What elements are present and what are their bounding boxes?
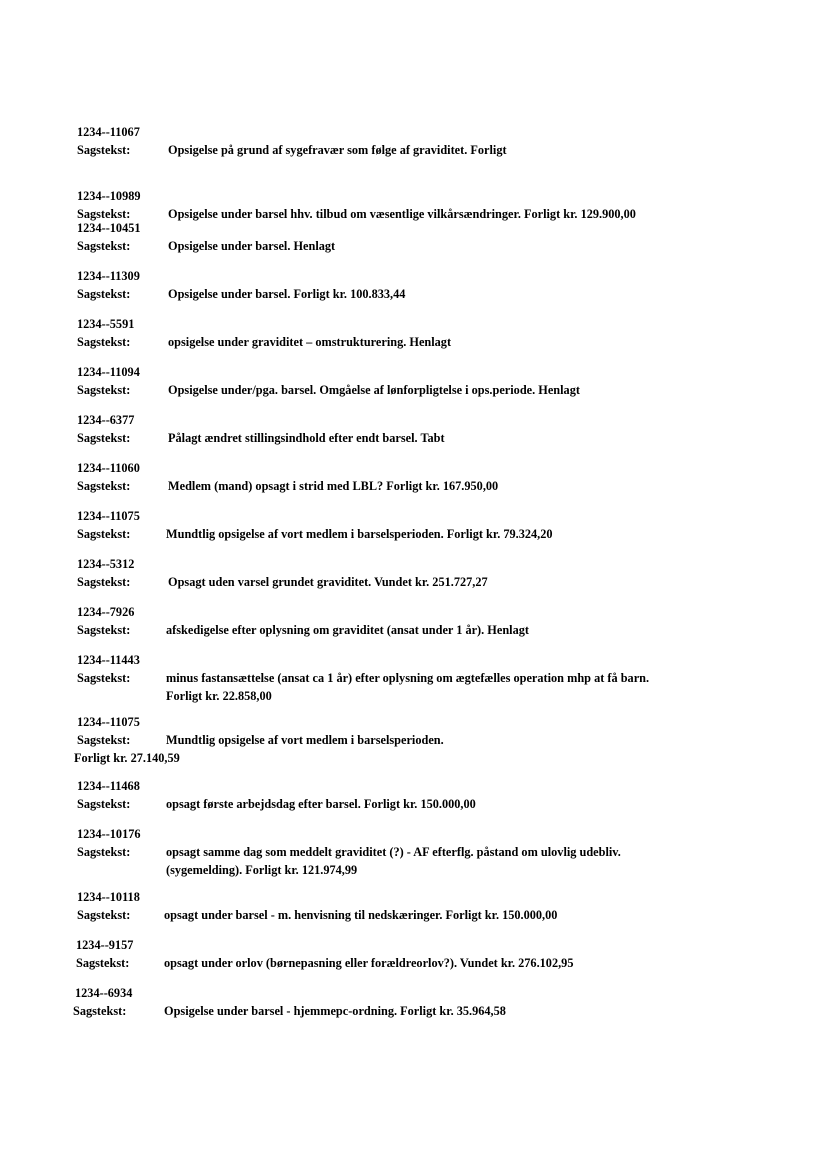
case-label: Sagstekst: <box>77 335 131 349</box>
case-text: opsagt under barsel - m. henvisning til nedskæringer. Forligt kr. 150.000,00 <box>164 908 558 922</box>
case-entry <box>77 603 757 639</box>
case-text-row <box>77 237 757 255</box>
case-number: 1234--6934 <box>75 986 133 1000</box>
case-text: Opsigelse under barsel. Henlagt <box>168 239 336 253</box>
case-text: Opsigelse under barsel. Forligt kr. 100.833,44 <box>168 287 406 301</box>
case-text-row <box>77 525 757 543</box>
case-text-row <box>77 669 757 705</box>
case-label: Sagstekst: <box>77 479 131 493</box>
case-entry <box>77 411 757 447</box>
case-text: afskedigelse efter oplysning om graviditet (ansat under 1 år). Henlagt <box>166 623 529 637</box>
case-text-continued: (sygemelding). Forligt kr. 121.974,99 <box>166 863 358 877</box>
case-label: Sagstekst: <box>77 623 131 637</box>
case-text-row <box>77 731 757 749</box>
case-entry <box>77 777 757 813</box>
case-entry <box>77 315 757 351</box>
case-number: 1234--11075 <box>77 715 140 729</box>
case-text-row <box>77 141 757 159</box>
case-entry <box>77 888 757 924</box>
case-entry <box>77 363 757 399</box>
case-text: Opsagt uden varsel grundet graviditet. Vundet kr. 251.727,27 <box>168 575 488 589</box>
case-entry <box>77 123 757 159</box>
case-entry <box>77 555 757 591</box>
case-entry <box>76 936 756 972</box>
case-text: opsagt under orlov (børnepasning eller forældreorlov?). Vundet kr. 276.102,95 <box>164 956 574 970</box>
case-number: 1234--11443 <box>77 653 140 667</box>
case-label: Sagstekst: <box>77 143 131 157</box>
case-label: Sagstekst: <box>77 733 131 747</box>
case-number: 1234--11309 <box>77 269 140 283</box>
case-number: 1234--5312 <box>77 557 135 571</box>
case-text-row <box>77 381 757 399</box>
case-entry <box>77 267 757 303</box>
case-entry <box>77 187 757 223</box>
case-label: Sagstekst: <box>73 1004 127 1018</box>
case-text: Pålagt ændret stillingsindhold efter endt barsel. Tabt <box>168 431 445 445</box>
case-text: Opsigelse under barsel hhv. tilbud om væsentlige vilkårsændringer. Forligt kr. 129.900,00 <box>168 207 636 221</box>
case-label: Sagstekst: <box>77 383 131 397</box>
case-entry <box>77 825 757 879</box>
case-text: Opsigelse under/pga. barsel. Omgåelse af lønforpligtelse i ops.periode. Henlagt <box>168 383 580 397</box>
case-text: opsagt første arbejdsdag efter barsel. Forligt kr. 150.000,00 <box>166 797 476 811</box>
case-text-row <box>77 843 757 879</box>
case-label: Sagstekst: <box>77 239 131 253</box>
case-number: 1234--6377 <box>77 413 135 427</box>
case-entry <box>77 651 757 705</box>
case-entry <box>77 219 757 255</box>
case-text: opsagt samme dag som meddelt graviditet (?) - AF efterflg. påstand om ulovlig udebliv. <box>166 845 621 859</box>
case-number: 1234--11468 <box>77 779 140 793</box>
case-text: Opsigelse på grund af sygefravær som følge af graviditet. Forligt <box>168 143 507 157</box>
case-text: Opsigelse under barsel - hjemmepc-ordning. Forligt kr. 35.964,58 <box>164 1004 506 1018</box>
case-text-row <box>77 477 757 495</box>
case-entry <box>74 713 757 767</box>
case-text-row <box>77 795 757 813</box>
case-label: Sagstekst: <box>77 287 131 301</box>
case-label: Sagstekst: <box>76 956 130 970</box>
case-label: Sagstekst: <box>77 527 131 541</box>
case-number: 1234--10118 <box>77 890 140 904</box>
case-text-row <box>77 906 757 924</box>
case-text-row <box>77 573 757 591</box>
case-text-row <box>77 333 757 351</box>
case-text-row <box>76 954 756 972</box>
case-number: 1234--10451 <box>77 221 141 235</box>
case-entry <box>77 507 757 543</box>
case-label: Sagstekst: <box>77 845 131 859</box>
case-text: Mundtlig opsigelse af vort medlem i barselsperioden. Forligt kr. 79.324,20 <box>166 527 553 541</box>
case-number: 1234--10176 <box>77 827 141 841</box>
case-entry <box>75 984 755 1020</box>
case-text-row <box>77 285 757 303</box>
case-label: Sagstekst: <box>77 207 131 221</box>
case-label: Sagstekst: <box>77 431 131 445</box>
case-text: Mundtlig opsigelse af vort medlem i barselsperioden. <box>166 733 444 747</box>
case-text: minus fastansættelse (ansat ca 1 år) efter oplysning om ægtefælles operation mhp at få barn. <box>166 671 650 685</box>
case-number: 1234--5591 <box>77 317 135 331</box>
case-settlement: Forligt kr. 27.140,59 <box>74 751 180 765</box>
case-text-row <box>77 621 757 639</box>
case-label: Sagstekst: <box>77 797 131 811</box>
case-label: Sagstekst: <box>77 671 131 685</box>
case-text-row <box>73 1002 755 1020</box>
case-text-continued: Forligt kr. 22.858,00 <box>166 689 272 703</box>
case-number: 1234--9157 <box>76 938 134 952</box>
case-text: Medlem (mand) opsagt i strid med LBL? Forligt kr. 167.950,00 <box>168 479 499 493</box>
case-entry <box>77 459 757 495</box>
case-text: opsigelse under graviditet – omstrukturering. Henlagt <box>168 335 452 349</box>
case-number: 1234--11075 <box>77 509 140 523</box>
case-number: 1234--7926 <box>77 605 135 619</box>
case-number: 1234--10989 <box>77 189 141 203</box>
case-number: 1234--11060 <box>77 461 140 475</box>
case-label: Sagstekst: <box>77 908 131 922</box>
case-number: 1234--11094 <box>77 365 140 379</box>
case-text-row <box>77 429 757 447</box>
case-label: Sagstekst: <box>77 575 131 589</box>
case-number: 1234--11067 <box>77 125 140 139</box>
